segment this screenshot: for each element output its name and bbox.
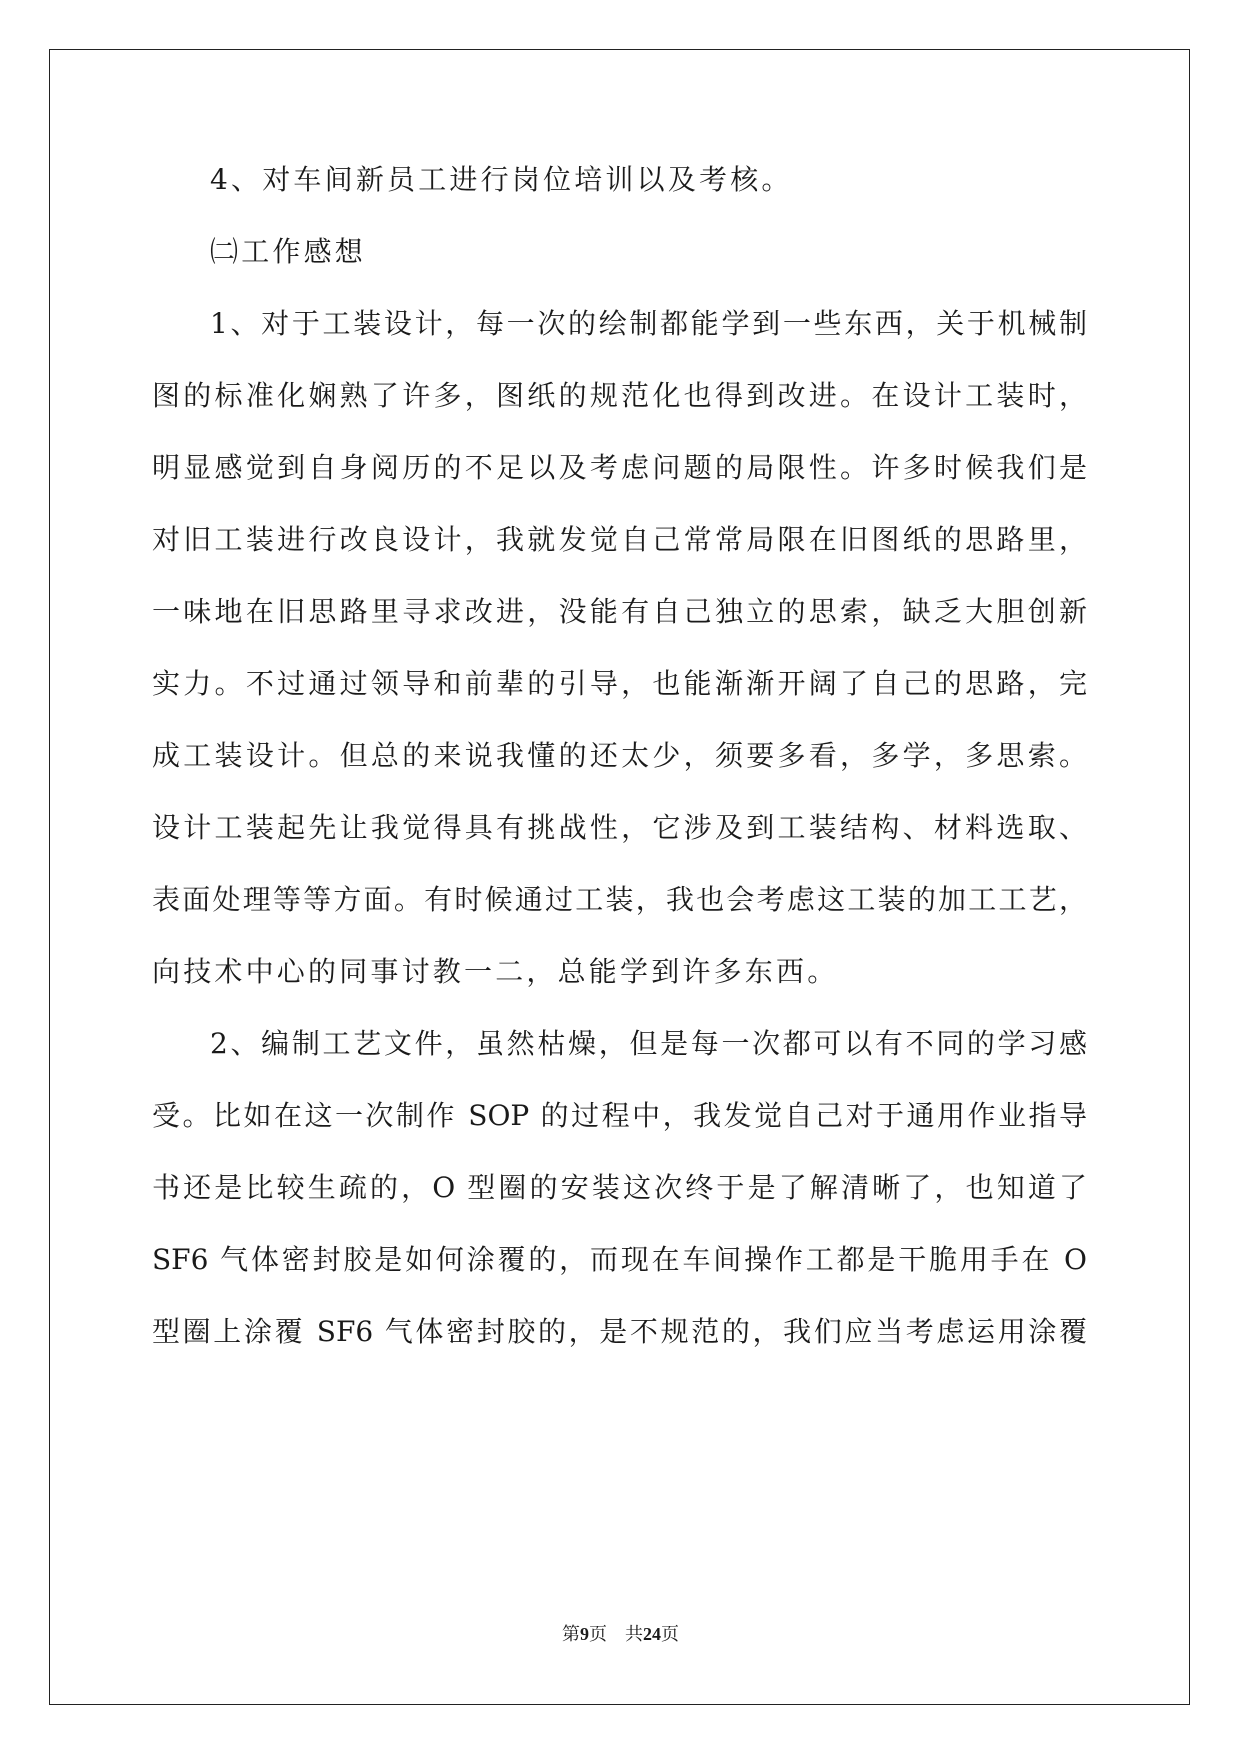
current-page-number: 9 bbox=[580, 1624, 589, 1644]
paragraph-line: 1、对于工装设计，每一次的绘制都能学到一些东西，关于机械制 bbox=[210, 307, 1087, 340]
paragraph-line: 2、编制工艺文件，虽然枯燥，但是每一次都可以有不同的学习感 bbox=[210, 1027, 1087, 1060]
paragraph-line: 受。比如在这一次制作 SOP 的过程中，我发觉自己对于通用作业指导 bbox=[152, 1099, 1087, 1132]
page-footer bbox=[0, 1620, 1241, 1646]
footer-total-suffix: 页 bbox=[661, 1624, 679, 1645]
paragraph-line: 向技术中心的同事讨教一二，总能学到许多东西。 bbox=[152, 955, 839, 988]
footer-page-word: 页 bbox=[589, 1624, 607, 1645]
paragraph-line: 设计工装起先让我觉得具有挑战性，它涉及到工装结构、材料选取、 bbox=[152, 811, 1087, 844]
paragraph-line: 成工装设计。但总的来说我懂的还太少，须要多看，多学，多思索。 bbox=[152, 739, 1087, 772]
paragraph-line: 书还是比较生疏的，O 型圈的安装这次终于是了解清晰了，也知道了 bbox=[152, 1171, 1087, 1204]
footer-prefix: 第 bbox=[562, 1624, 580, 1645]
total-pages-number: 24 bbox=[643, 1624, 661, 1644]
page-frame bbox=[49, 49, 1190, 1705]
paragraph-line: SF6 气体密封胶是如何涂覆的，而现在车间操作工都是干脆用手在 O bbox=[152, 1243, 1087, 1276]
paragraph-line: 图的标准化娴熟了许多，图纸的规范化也得到改进。在设计工装时， bbox=[152, 379, 1087, 412]
paragraph-line: 对旧工装进行改良设计，我就发觉自己常常局限在旧图纸的思路里， bbox=[152, 523, 1087, 556]
paragraph-line: 一味地在旧思路里寻求改进，没能有自己独立的思索，缺乏大胆创新 bbox=[152, 595, 1087, 628]
paragraph-item-4: 4、对车间新员工进行岗位培训以及考核。 bbox=[210, 163, 793, 196]
paragraph-line: 明显感觉到自身阅历的不足以及考虑问题的局限性。许多时候我们是 bbox=[152, 451, 1087, 484]
paragraph-line: 型圈上涂覆 SF6 气体密封胶的，是不规范的，我们应当考虑运用涂覆 bbox=[152, 1315, 1087, 1348]
paragraph-line: 实力。不过通过领导和前辈的引导，也能渐渐开阔了自己的思路，完 bbox=[152, 667, 1087, 700]
section-heading-work-reflections: ㈡工作感想 bbox=[210, 235, 367, 268]
footer-total-prefix: 共 bbox=[625, 1624, 643, 1645]
paragraph-line: 表面处理等等方面。有时候通过工装，我也会考虑这工装的加工工艺， bbox=[152, 883, 1087, 916]
